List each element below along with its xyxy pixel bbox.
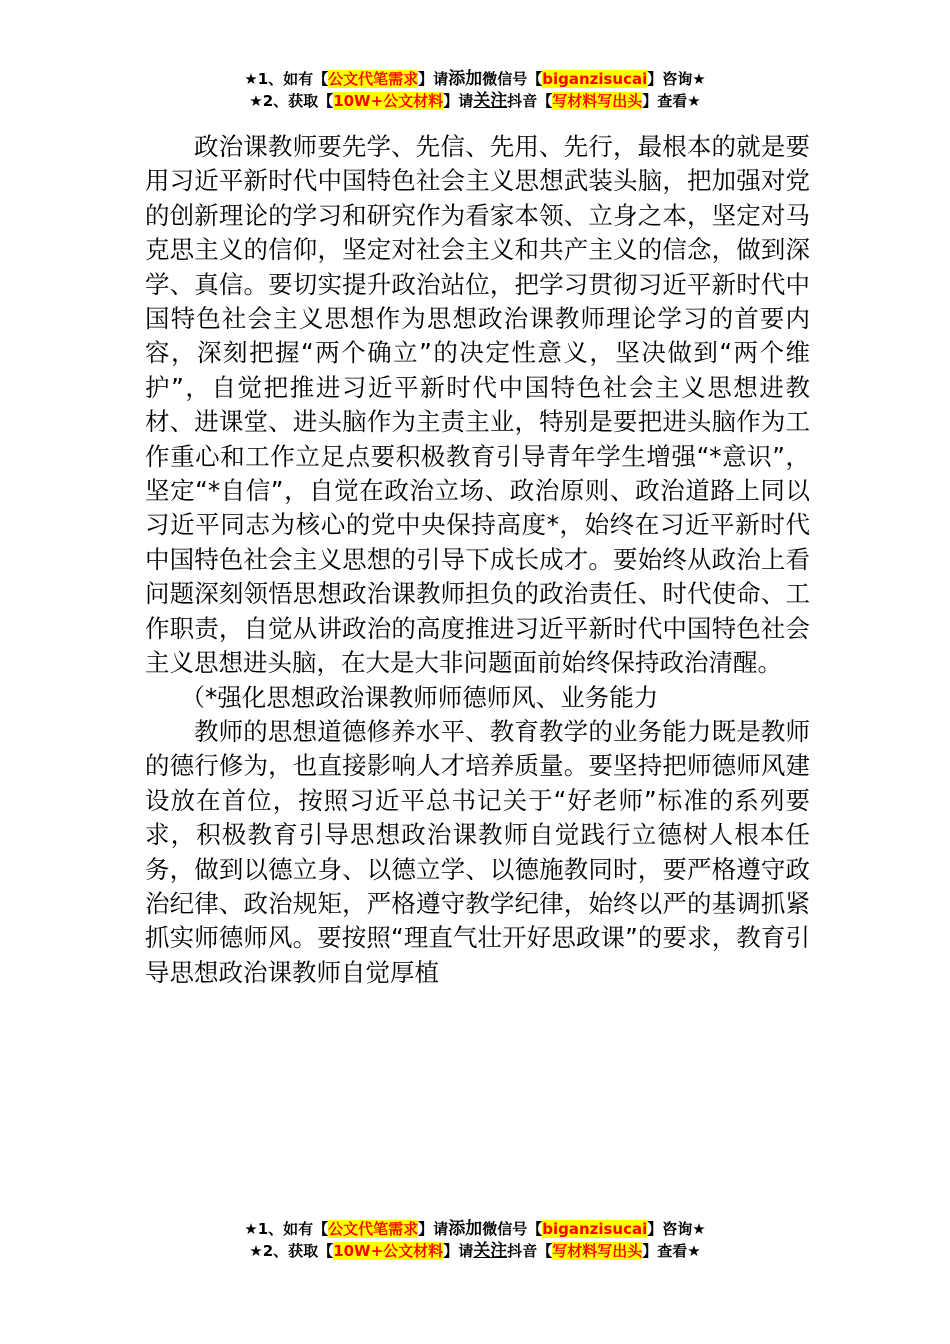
ad-highlight-douyin-id: 写材料写出头 xyxy=(552,92,643,110)
ad-text: ★1、如有【 xyxy=(244,70,329,88)
ad-highlight-service: 公文代笔需求 xyxy=(328,1220,419,1238)
ad-text: 】咨询★ xyxy=(647,70,706,88)
ad-text: 】查看★ xyxy=(642,1242,701,1260)
ad-highlight-materials: 10W+公文材料 xyxy=(333,1242,444,1260)
ad-text: 抖音【 xyxy=(507,1242,553,1260)
ad-highlight-douyin-id: 写材料写出头 xyxy=(552,1242,643,1260)
footer-ad-line-1 xyxy=(0,1218,950,1240)
ad-text: 抖音【 xyxy=(507,92,553,110)
header-ad xyxy=(0,68,950,112)
ad-text: ★2、获取【 xyxy=(249,92,334,110)
body-paragraph-2: 教师的思想道德修养水平、教育教学的业务能力既是教师的德行修为，也直接影响人才培养质量。要坚持把师德师风建设放在首位，按照习近平总书记关于“好老师”标准的系列要求，积极教育引导思想政治课教师自觉践行立德树人根本任务，做到以德立身、以德立学、以德施教同时，要严格遵守政治纪律、政治规矩，严格遵守教学纪律，始终以严的基调抓紧抓实师德师风。要按照“理直气壮开好思政课”的要求，教育引导思想政治课教师自觉厚植 xyxy=(145,716,810,987)
ad-emphasis: 添加 xyxy=(448,69,483,89)
header-ad-line-1 xyxy=(0,68,950,90)
section-heading: （*强化思想政治课教师师德师风、业务能力 xyxy=(180,682,659,712)
ad-text: 】请 xyxy=(443,92,474,110)
ad-emphasis: 添加 xyxy=(448,1219,483,1239)
ad-highlight-materials: 10W+公文材料 xyxy=(333,92,444,110)
ad-emphasis: 关注 xyxy=(473,1241,508,1261)
ad-highlight-wechat-id: biganzisucai xyxy=(542,70,648,88)
ad-text: 】请 xyxy=(418,1220,449,1238)
ad-text: ★2、获取【 xyxy=(249,1242,334,1260)
document-body xyxy=(145,130,810,990)
ad-highlight-wechat-id: biganzisucai xyxy=(542,1220,648,1238)
ad-text: 】咨询★ xyxy=(647,1220,706,1238)
footer-ad-line-2 xyxy=(0,1240,950,1262)
ad-text: 微信号【 xyxy=(482,1220,543,1238)
ad-emphasis: 关注 xyxy=(473,91,508,111)
body-paragraph-1: 政治课教师要先学、先信、先用、先行，最根本的就是要用习近平新时代中国特色社会主义思想武装头脑，把加强对党的创新理论的学习和研究作为看家本领、立身之本，坚定对马克思主义的信仰，坚定对社会主义和共产主义的信念，做到深学、真信。要切实提升政治站位，把学习贯彻习近平新时代中国特色社会主义思想作为思想政治课教师理论学习的首要内容，深刻把握“两个确立”的决定性意义，坚决做到“两个维护”，自觉把推进习近平新时代中国特色社会主义思想进教材、进课堂、进头脑作为主责主业，特别是要把进头脑作为工作重心和工作立足点要积极教育引导青年学生增强“*意识”，坚定“*自信”，自觉在政治立场、政治原则、政治道路上同以习近平同志为核心的党中央保持高度*，始终在习近平新时代中国特色社会主义思想的引导下成长成才。要始终从政治上看问题深刻领悟思想政治课教师担负的政治责任、时代使命、工作职责，自觉从讲政治的高度推进习近平新时代中国特色社会主义思想进头脑，在大是大非问题面前始终保持政治清醒。 xyxy=(145,132,810,678)
ad-text: 】查看★ xyxy=(642,92,701,110)
ad-text: 微信号【 xyxy=(482,70,543,88)
ad-text: ★1、如有【 xyxy=(244,1220,329,1238)
header-ad-line-2 xyxy=(0,90,950,112)
ad-text: 】请 xyxy=(418,70,449,88)
ad-highlight-service: 公文代笔需求 xyxy=(328,70,419,88)
footer-ad xyxy=(0,1218,950,1262)
ad-text: 】请 xyxy=(443,1242,474,1260)
